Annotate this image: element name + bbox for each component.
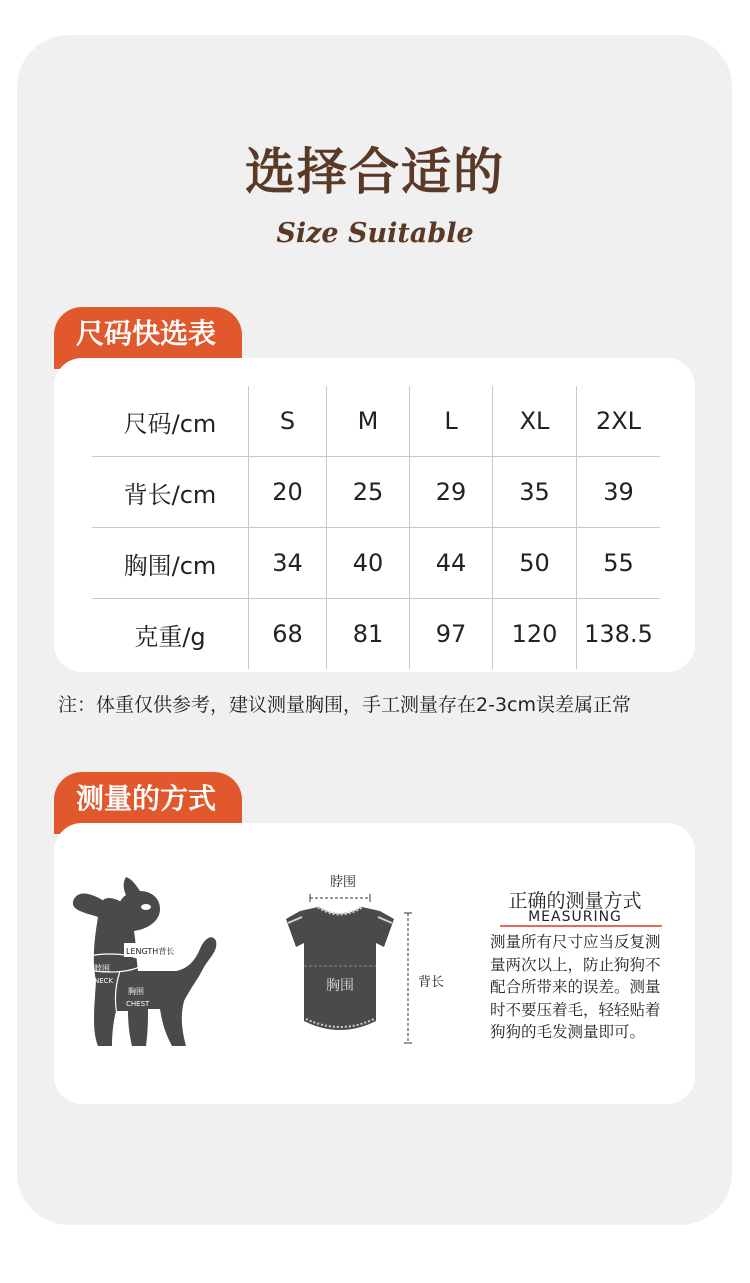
size-note: 注：体重仅供参考，建议测量胸围，手工测量存在2-3cm误差属正常 [58, 694, 631, 716]
table-cell: 20 [249, 457, 327, 528]
instructions-underline [500, 925, 662, 927]
table-cell: 29 [410, 457, 493, 528]
shirt-icon [286, 907, 394, 1030]
header-cell: 2XL [577, 386, 661, 457]
header-cell: M [327, 386, 410, 457]
header-cell: 尺码/cm [92, 386, 249, 457]
table-cell: 39 [577, 457, 661, 528]
size-table [92, 386, 660, 669]
dog-neck-cn-label: 脖围 [94, 964, 110, 973]
table-cell: 50 [493, 528, 577, 599]
table-cell: 25 [327, 457, 410, 528]
table-cell: 81 [327, 599, 410, 670]
measure-card [54, 823, 695, 1104]
page-title: 选择合适的 [245, 143, 505, 201]
instructions-title: 正确的测量方式 [508, 890, 642, 912]
dog-chest-cn-label: 胸围 [128, 987, 144, 996]
shirt-neck-label: 脖围 [330, 875, 357, 890]
shirt-diagram [262, 863, 462, 1073]
size-chart-tab-label: 尺码快选表 [76, 317, 217, 350]
table-header-row [92, 386, 660, 457]
header-cell: L [410, 386, 493, 457]
table-cell: 55 [577, 528, 661, 599]
table-cell: 40 [327, 528, 410, 599]
instructions-subtitle: MEASURING [528, 909, 622, 925]
dog-chest-en-label: CHEST [126, 1000, 150, 1008]
dog-length-label: LENGTH背长 [126, 947, 175, 956]
table-cell: 35 [493, 457, 577, 528]
shirt-back-label: 背长 [418, 975, 445, 990]
measure-tab-label: 测量的方式 [76, 782, 217, 815]
table-row [92, 599, 660, 670]
row-label: 克重/g [92, 599, 249, 670]
dog-diagram [68, 871, 238, 1071]
dog-neck-en-label: NECK [94, 977, 114, 985]
table-cell: 68 [249, 599, 327, 670]
table-cell: 138.5 [584, 620, 653, 648]
dog-silhouette-icon [73, 877, 216, 1046]
table-cell: 120 [493, 599, 577, 670]
size-chart-card [54, 358, 695, 672]
table-cell: 44 [410, 528, 493, 599]
row-label: 胸围/cm [92, 528, 249, 599]
table-cell: 97 [410, 599, 493, 670]
table-row [92, 457, 660, 528]
header-cell: S [249, 386, 327, 457]
table-row [92, 528, 660, 599]
dog-eye-icon [141, 904, 151, 910]
shirt-chest-label: 胸围 [326, 978, 354, 994]
table-cell: 34 [249, 528, 327, 599]
page-subtitle: Size Suitable [276, 218, 474, 249]
instructions-body: 测量所有尺寸应当反复测量两次以上，防止狗狗不配合所带来的误差。测量时不要压着毛，轻轻贴着狗狗的毛发测量即可。 [490, 933, 661, 1041]
header-cell: XL [493, 386, 577, 457]
row-label: 背长/cm [92, 457, 249, 528]
